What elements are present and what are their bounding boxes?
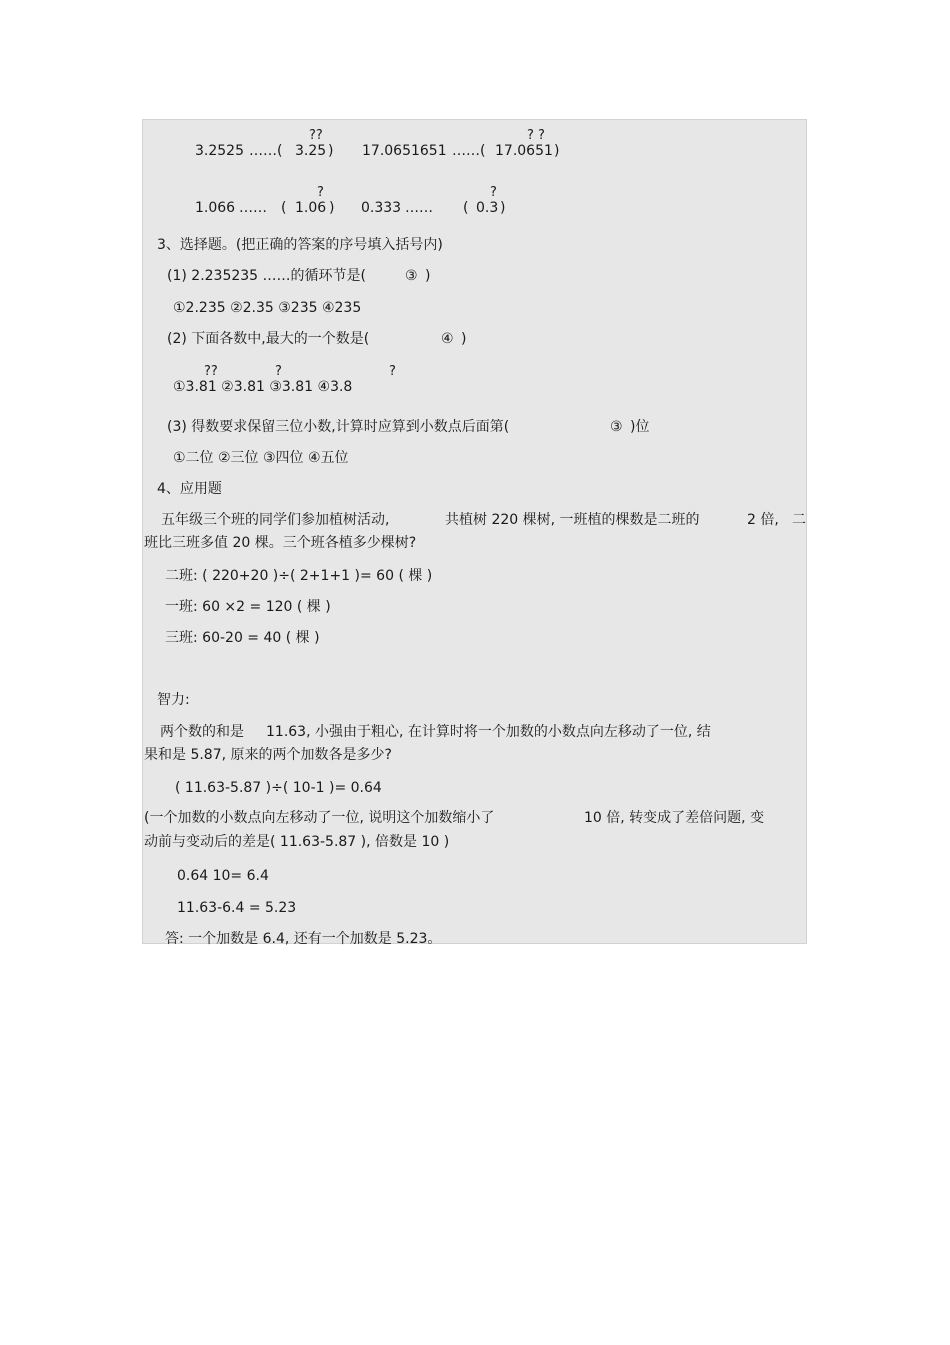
solution-line: 二班: ( 220+20 )÷( 2+1+1 )= 60 ( 棵 ) (165, 568, 433, 584)
answer-text: ④ (441, 331, 454, 347)
question-options: ①2.235 ②2.35 ③235 ④235 (173, 300, 362, 316)
section-heading: 3、选择题。(把正确的答案的序号填入括号内) (157, 237, 443, 253)
problem-text: 11.63, 小强由于粗心, 在计算时将一个加数的小数点向左移动了一位, 结 (266, 724, 711, 740)
recurring-dots: ? (389, 364, 396, 379)
problem-text: 两个数的和是 (160, 724, 244, 740)
recurring-dots: ? (317, 185, 324, 200)
recurring-dots: ?? (309, 128, 323, 143)
paren-close: ) (328, 143, 334, 159)
solution-line: 一班: 60 ×2 = 120 ( 棵 ) (165, 599, 331, 615)
recurring-dots: ? (275, 364, 282, 379)
number-text: 1.066 (195, 200, 236, 216)
recurring-value: 1.06 (295, 200, 327, 216)
answer-text: ③ (610, 419, 623, 435)
problem-text: 2 倍, (747, 512, 779, 528)
ellipsis-text: …… (239, 200, 267, 216)
ellipsis-text: …… (405, 200, 433, 216)
paren-close: ) (554, 143, 560, 159)
calculation-line: ( 11.63-5.87 )÷( 10-1 )= 0.64 (175, 780, 382, 796)
problem-text: 共植树 220 棵树, 一班植的棵数是二班的 (445, 512, 700, 528)
explanation-text: 动前与变动后的差是( 11.63-5.87 ), 倍数是 10 ) (144, 834, 450, 850)
paren-close: ) (329, 200, 335, 216)
paren-close: ) (500, 200, 506, 216)
ellipsis-text: ……( (249, 143, 283, 159)
solution-line: 三班: 60-20 = 40 ( 棵 ) (165, 630, 320, 646)
question-options: ①3.81 ②3.81 ③3.81 ④3.8 (173, 379, 353, 395)
paren-close: ) (461, 331, 467, 347)
explanation-text: (一个加数的小数点向左移动了一位, 说明这个加数缩小了 (144, 810, 495, 826)
paren-open: ( (281, 200, 287, 216)
paren-open: ( (463, 200, 469, 216)
recurring-dots: ? ? (527, 128, 545, 143)
ellipsis-text: ……( (452, 143, 486, 159)
number-text: 3.2525 (195, 143, 244, 159)
worksheet-panel (142, 119, 807, 947)
recurring-dots: ? (490, 185, 497, 200)
calculation-line: 11.63-6.4 = 5.23 (177, 900, 297, 916)
problem-text: 五年级三个班的同学们参加植树活动, (161, 512, 390, 528)
section-heading: 智力: (157, 692, 190, 708)
problem-text: 二 (792, 512, 806, 528)
problem-text: 班比三班多值 20 棵。三个班各植多少棵树? (144, 535, 417, 551)
problem-text: 果和是 5.87, 原来的两个加数各是多少? (144, 747, 392, 763)
calculation-line: 0.64 10= 6.4 (177, 868, 269, 884)
section-heading: 4、应用题 (157, 481, 222, 497)
explanation-text: 10 倍, 转变成了差倍问题, 变 (584, 810, 765, 826)
recurring-dots: ?? (204, 364, 218, 379)
answer-text: ③ (405, 268, 418, 284)
recurring-value: 0.3 (476, 200, 499, 216)
paren-close: )位 (630, 419, 650, 435)
number-text: 17.0651651 (362, 143, 447, 159)
question-stem: (1) 2.235235 ……的循环节是( (167, 268, 366, 284)
answer-line: 答: 一个加数是 6.4, 还有一个加数是 5.23。 (165, 931, 442, 947)
question-stem: (3) 得数要求保留三位小数,计算时应算到小数点后面第( (167, 419, 510, 435)
number-text: 0.333 (361, 200, 402, 216)
question-stem: (2) 下面各数中,最大的一个数是( (167, 331, 370, 347)
question-options: ①二位 ②三位 ③四位 ④五位 (173, 450, 349, 466)
recurring-value: 3.25 (295, 143, 327, 159)
paren-close: ) (425, 268, 431, 284)
recurring-value: 17.0651 (495, 143, 553, 159)
